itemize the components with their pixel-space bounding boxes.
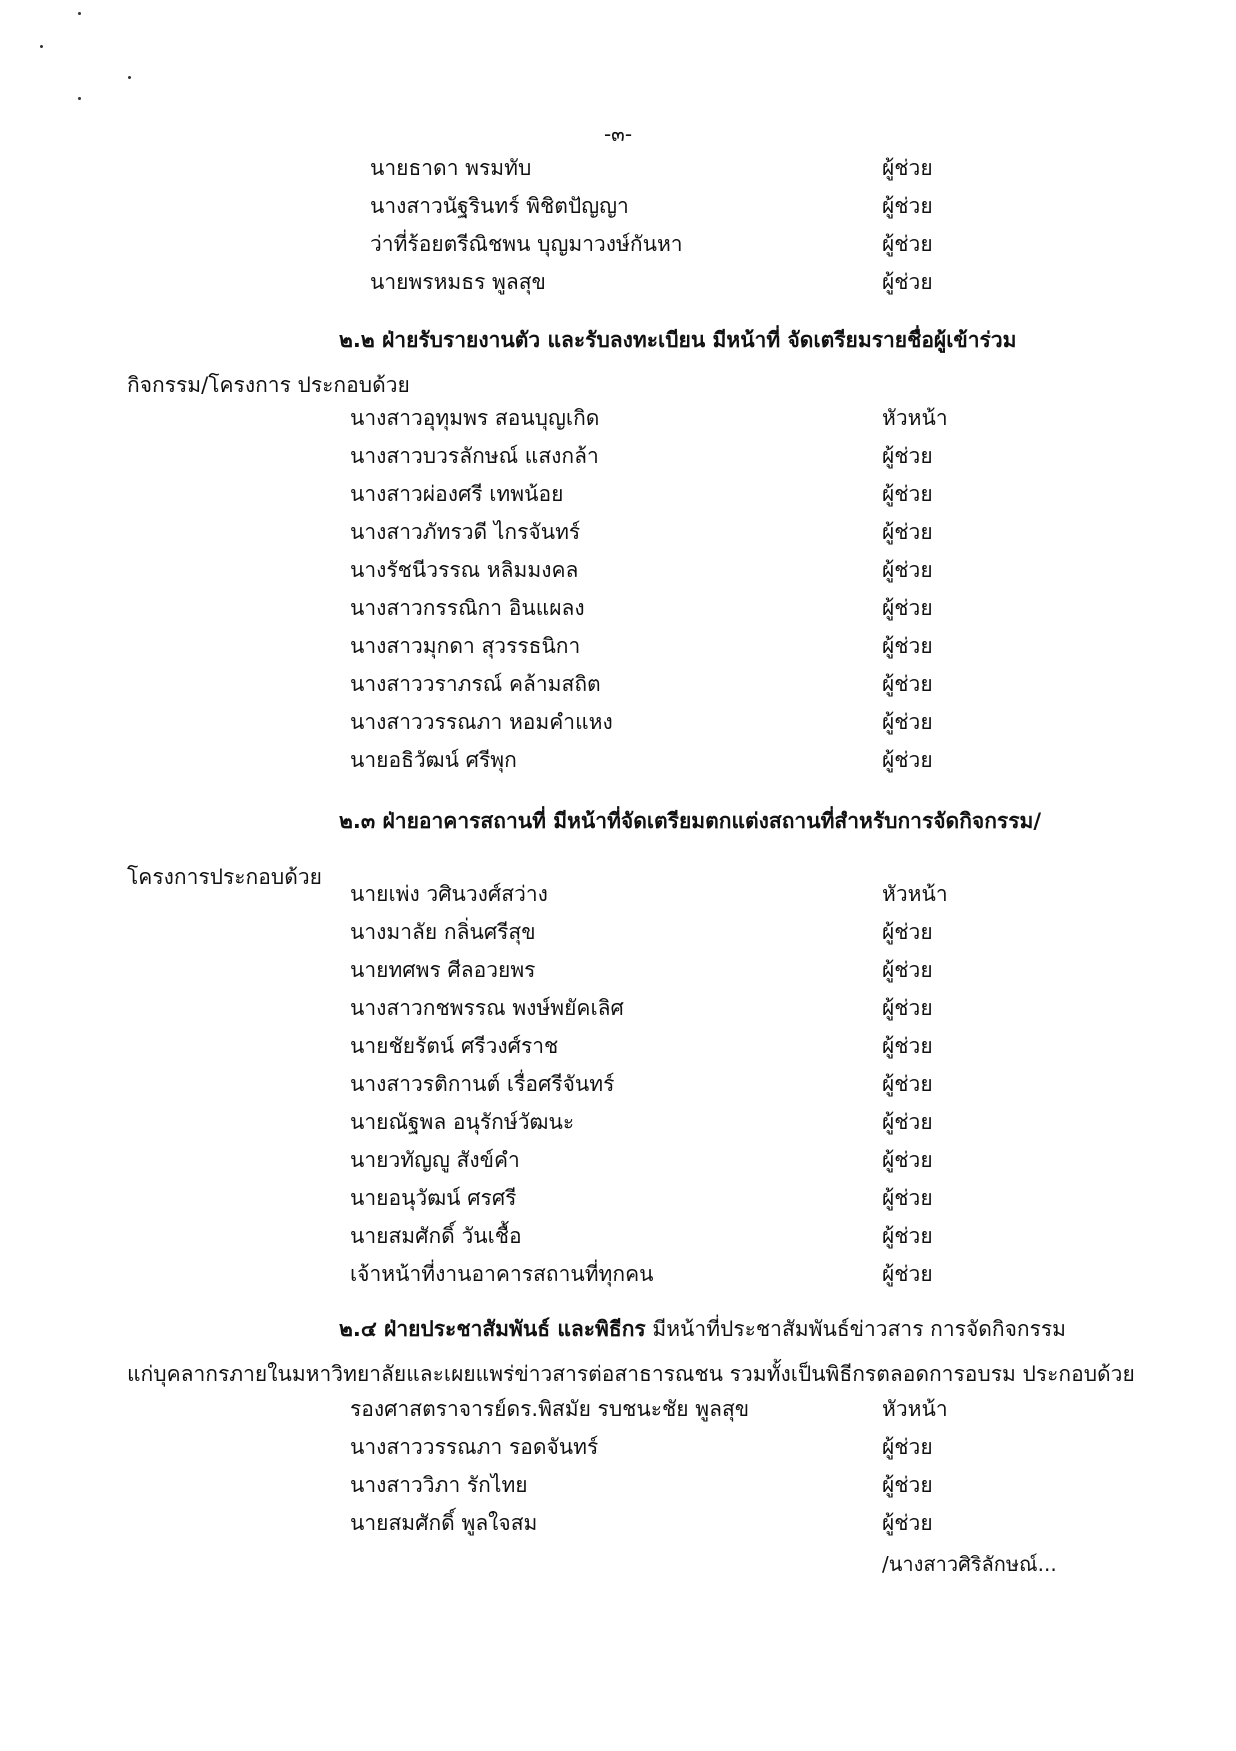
member-role: ผู้ช่วย (882, 520, 933, 544)
member-role: ผู้ช่วย (882, 1034, 933, 1058)
scan-speck (78, 12, 81, 15)
scan-speck (40, 45, 43, 48)
section-title-rest: มีหน้าที่ประชาสัมพันธ์ข่าวสาร การจัดกิจกรรม (645, 1317, 1067, 1341)
member-name: นางสาววิภา รักไทย (350, 1473, 528, 1497)
member-name: นายณัฐพล อนุรักษ์วัฒนะ (350, 1110, 575, 1134)
list-item (0, 1106, 1236, 1144)
member-name: ว่าที่ร้อยตรีณิชพน บุญมาวงษ์กันหา (370, 232, 683, 256)
member-role: ผู้ช่วย (882, 1148, 933, 1172)
member-role: ผู้ช่วย (882, 958, 933, 982)
member-name: นางสาวอุทุมพร สอนบุญเกิด (350, 406, 600, 430)
member-name: นายชัยรัตน์ ศรีวงศ์ราช (350, 1034, 559, 1058)
member-role: ผู้ช่วย (882, 156, 933, 180)
member-name: นายสมศักดิ์ วันเชื้อ (350, 1224, 522, 1248)
list-item (0, 1144, 1236, 1182)
member-role: ผู้ช่วย (882, 1435, 933, 1459)
list-item (0, 592, 1236, 630)
list-item (0, 744, 1236, 782)
scan-speck (128, 76, 131, 79)
list-item (0, 152, 1236, 190)
section-title-continuation: โครงการประกอบด้วย (127, 865, 322, 889)
member-name: นางสาววรรณภา หอมคำแหง (350, 710, 613, 734)
member-role: ผู้ช่วย (882, 1511, 933, 1535)
member-name: นายทศพร ศีลอวยพร (350, 958, 536, 982)
list-item (0, 1030, 1236, 1068)
member-name: นางสาวกชพรรณ พงษ์พยัคเลิศ (350, 996, 624, 1020)
member-name: นางสาวมุกดา สุวรรธนิกา (350, 634, 581, 658)
member-list-2-3 (0, 878, 1236, 1296)
member-role: ผู้ช่วย (882, 1186, 933, 1210)
list-item (0, 1258, 1236, 1296)
member-role: ผู้ช่วย (882, 194, 933, 218)
list-item (0, 1068, 1236, 1106)
member-role: ผู้ช่วย (882, 444, 933, 468)
list-item (0, 266, 1236, 304)
member-role: ผู้ช่วย (882, 596, 933, 620)
member-name: นายอธิวัฒน์ ศรีพุก (350, 748, 517, 772)
member-role: ผู้ช่วย (882, 634, 933, 658)
member-role: ผู้ช่วย (882, 270, 933, 294)
list-item (0, 1469, 1236, 1507)
list-item (0, 516, 1236, 554)
list-item (0, 1220, 1236, 1258)
member-name: นางสาวกรรณิกา อินแผลง (350, 596, 585, 620)
member-role: ผู้ช่วย (882, 232, 933, 256)
list-item (0, 954, 1236, 992)
member-role: ผู้ช่วย (882, 996, 933, 1020)
list-item (0, 190, 1236, 228)
member-name: นายอนุวัฒน์ ศรศรี (350, 1186, 517, 1210)
scan-speck (78, 97, 81, 100)
member-role: ผู้ช่วย (882, 1262, 933, 1286)
member-name: นางสาวภัทรวดี ไกรจันทร์ (350, 520, 581, 544)
member-role: ผู้ช่วย (882, 482, 933, 506)
list-item (0, 1431, 1236, 1469)
list-item (0, 440, 1236, 478)
member-role: ผู้ช่วย (882, 1110, 933, 1134)
member-name: นางรัชนีวรรณ หลิมมงคล (350, 558, 579, 582)
member-name: นางมาลัย กลิ่นศรีสุข (350, 920, 536, 944)
member-name: นางสาววราภรณ์ คล้ามสถิต (350, 672, 601, 696)
member-list-2-4 (0, 1393, 1236, 1545)
section-title-continuation: กิจกรรม/โครงการ ประกอบด้วย (127, 373, 410, 397)
continuation-footer: /นางสาวศิริลักษณ์... (882, 1552, 1057, 1576)
section-title-continuation: แก่บุคลากรภายในมหาวิทยาลัยและเผยแพร่ข่าวสารต่อสาธารณชน รวมทั้งเป็นพิธีกรตลอดการอบรม ประกอบด้วย (127, 1362, 1135, 1386)
member-role: หัวหน้า (882, 1397, 948, 1421)
list-item (0, 706, 1236, 744)
list-item (0, 1507, 1236, 1545)
section-heading-2-2 (127, 318, 1087, 408)
member-name: นางสาวบวรลักษณ์ แสงกล้า (350, 444, 599, 468)
member-role: ผู้ช่วย (882, 1072, 933, 1096)
list-item (0, 668, 1236, 706)
member-role: ผู้ช่วย (882, 920, 933, 944)
list-item (0, 554, 1236, 592)
member-name: นายธาดา พรมทับ (370, 156, 532, 180)
member-name: นางสาวนัฐรินทร์ พิชิตปัญญา (370, 194, 629, 218)
member-name: นายเพ่ง วศินวงศ์สว่าง (350, 882, 548, 906)
page-number: -๓- (603, 122, 633, 146)
member-name: นายวทัญญู สังข์คำ (350, 1148, 520, 1172)
list-item (0, 1393, 1236, 1431)
member-name: นางสาวผ่องศรี เทพน้อย (350, 482, 564, 506)
member-name: นางสาววรรณภา รอดจันทร์ (350, 1435, 599, 1459)
section-heading-2-4 (127, 1307, 1135, 1397)
list-item (0, 878, 1236, 916)
list-item (0, 1182, 1236, 1220)
member-name: นายพรหมธร พูลสุข (370, 270, 546, 294)
member-name: นายสมศักดิ์ พูลใจสม (350, 1511, 538, 1535)
member-role: ผู้ช่วย (882, 558, 933, 582)
member-list-2-2 (0, 402, 1236, 782)
member-name: นางสาวรติกานต์ เรื่อศรีจันทร์ (350, 1072, 615, 1096)
member-role: หัวหน้า (882, 406, 948, 430)
list-item (0, 630, 1236, 668)
list-item (0, 478, 1236, 516)
member-role: หัวหน้า (882, 882, 948, 906)
section-title: ๒.๓ ฝ่ายอาคารสถานที่ มีหน้าที่จัดเตรียมตกแต่งสถานที่สำหรับการจัดกิจกรรม/ (339, 809, 1042, 833)
list-item (0, 402, 1236, 440)
member-name: รองศาสตราจารย์ดร.พิสมัย รบชนะชัย พูลสุข (350, 1397, 750, 1421)
member-role: ผู้ช่วย (882, 710, 933, 734)
section-title: ๒.๒ ฝ่ายรับรายงานตัว และรับลงทะเบียน มีหน้าที่ จัดเตรียมรายชื่อผู้เข้าร่วม (339, 328, 1017, 352)
member-role: ผู้ช่วย (882, 748, 933, 772)
section-title: ๒.๔ ฝ่ายประชาสัมพันธ์ และพิธีกร (339, 1317, 646, 1341)
list-item (0, 916, 1236, 954)
member-name: เจ้าหน้าที่งานอาคารสถานที่ทุกคน (350, 1262, 654, 1286)
list-item (0, 992, 1236, 1030)
list-item (0, 228, 1236, 266)
member-role: ผู้ช่วย (882, 672, 933, 696)
member-role: ผู้ช่วย (882, 1224, 933, 1248)
member-list-top (0, 152, 1236, 304)
member-role: ผู้ช่วย (882, 1473, 933, 1497)
